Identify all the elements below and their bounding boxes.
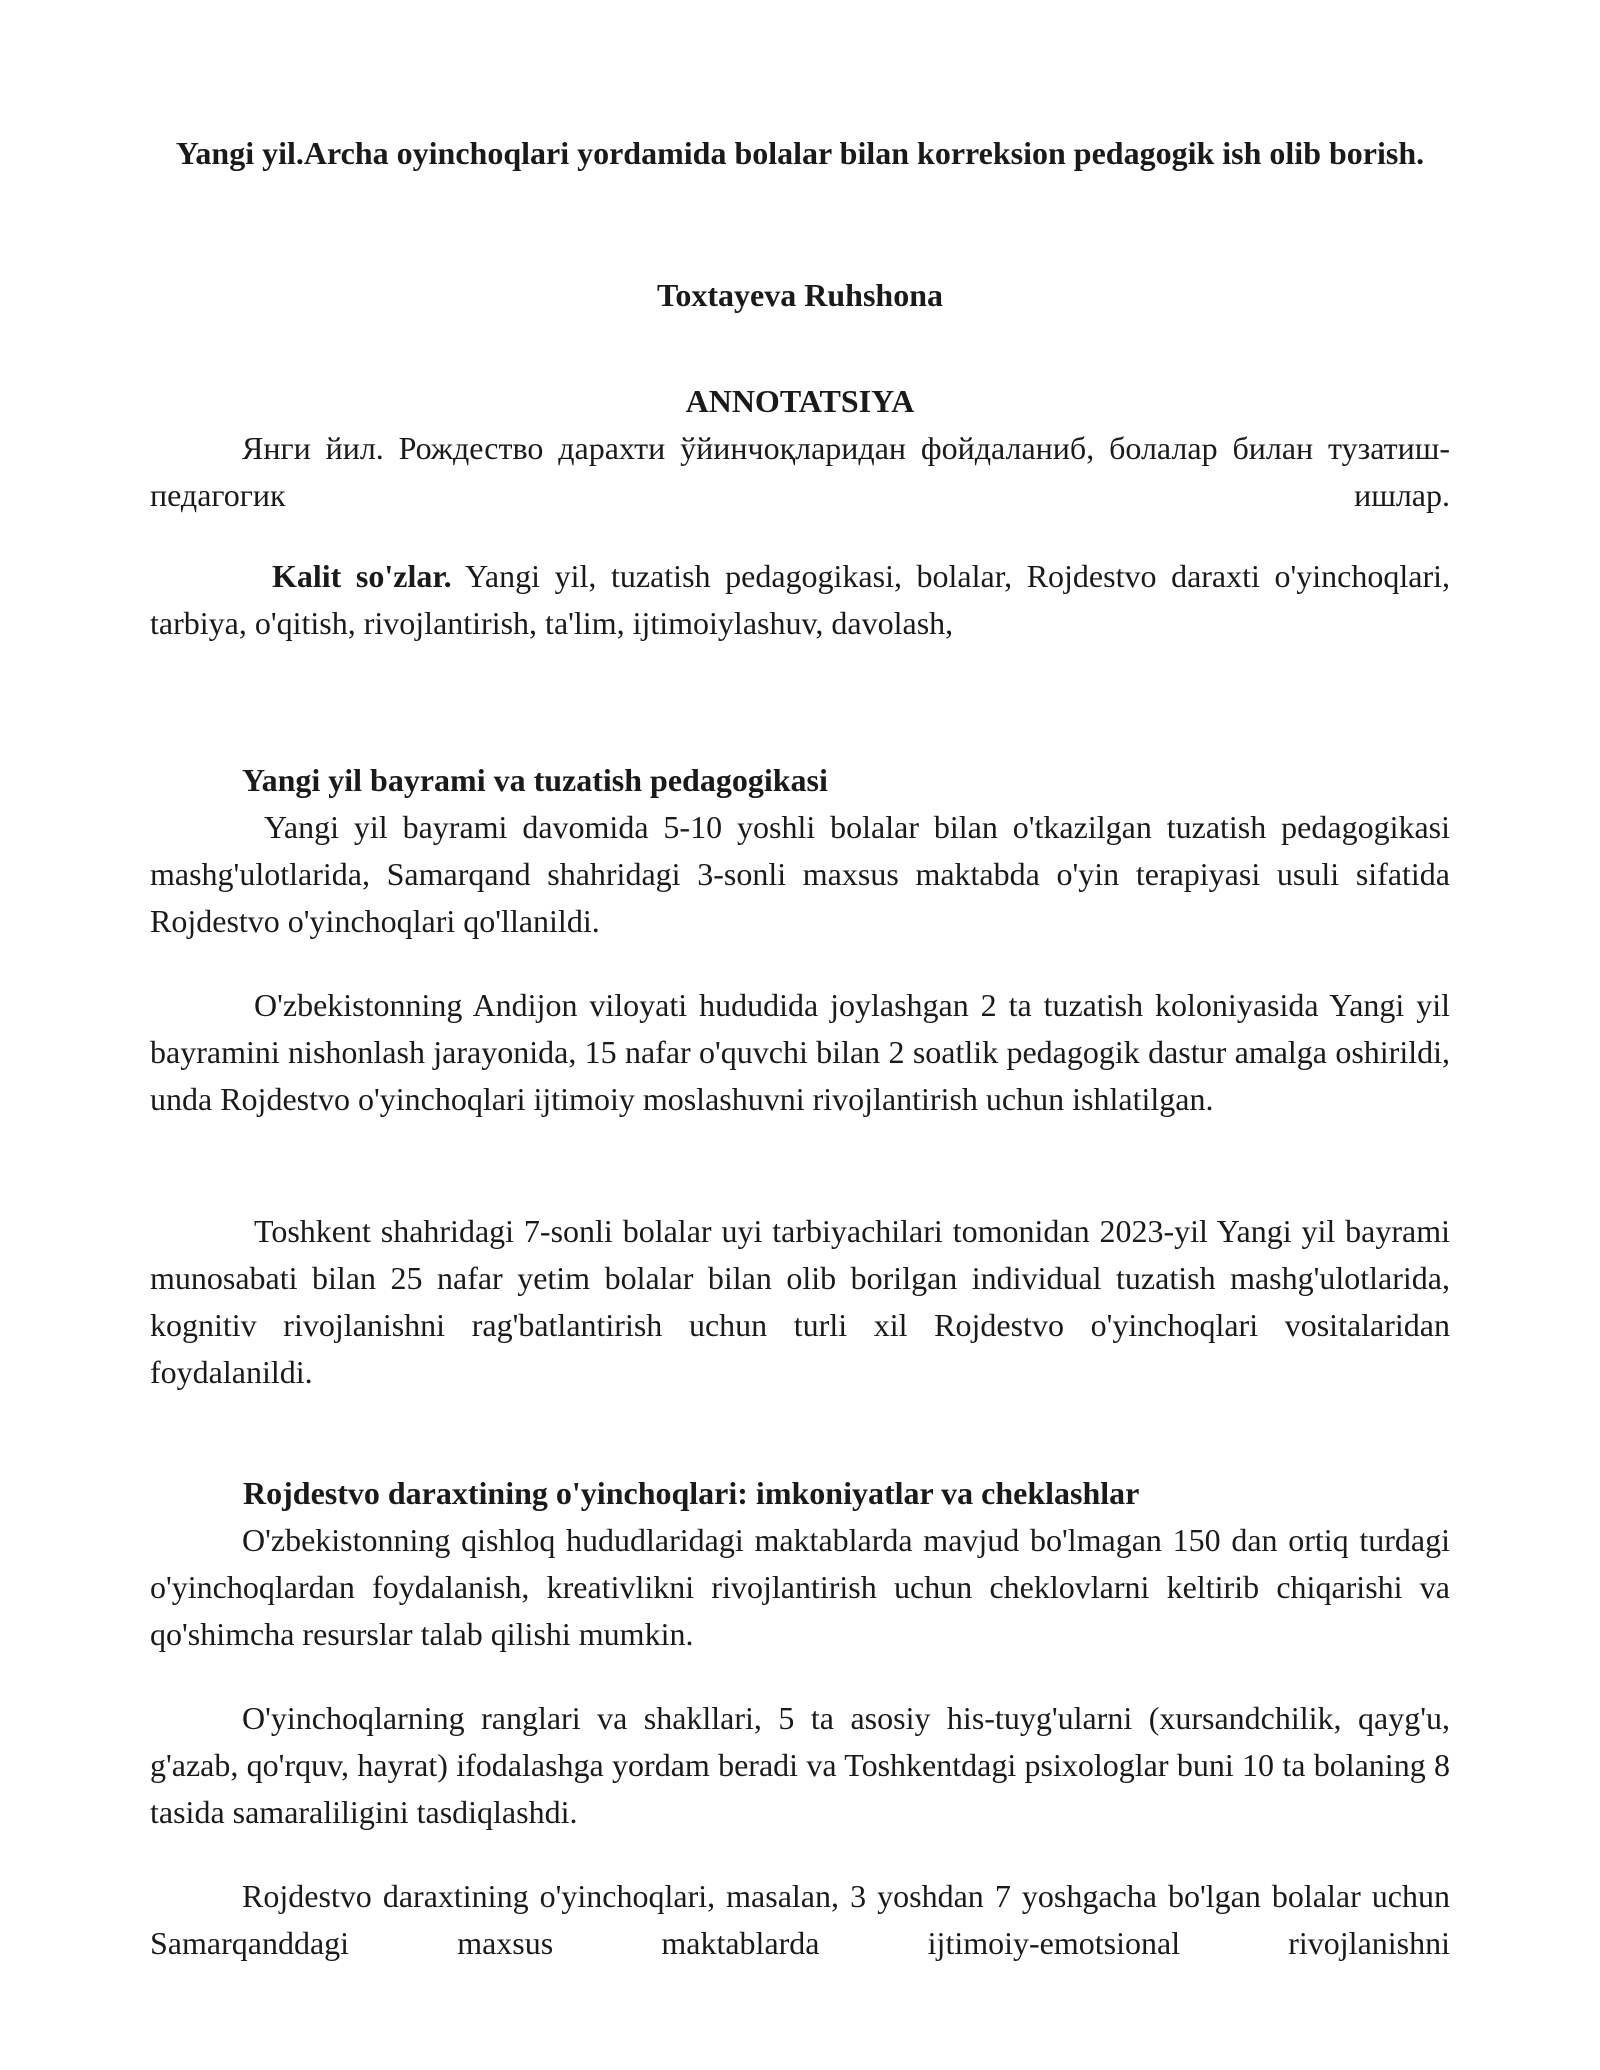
annotation-text: Янги йил. Рождество дарахти ўйинчоқларидан фойдаланиб, болалар билан тузатиш-педагогик ишлар. <box>150 430 1450 513</box>
document-title: Yangi yil.Archa oyinchoqlari yordamida bolalar bilan korreksion pedagogik ish olib borish. <box>175 135 1425 171</box>
author-name: Toxtayeva Ruhshona <box>656 277 943 313</box>
section2-paragraph-1: O'zbekistonning qishloq hududlaridagi maktablarda mavjud bo'lmagan 150 dan ortiq turdagi o'yinchoqlardan foydalanish, kreativlikni rivojlantirish uchun cheklovlarni keltirib chiqarishi va qo'shimcha resurslar talab qilishi mumkin. <box>150 1522 1450 1652</box>
section1-paragraph-2: O'zbekistonning Andijon viloyati hududida joylashgan 2 ta tuzatish koloniyasida Yangi yil bayramini nishonlash jarayonida, 15 nafar o'quvchi bilan 2 soatlik pedagogik dastur amalga oshirildi, unda Rojdestvo o'yinchoqlari ijtimoiy moslashuvni rivojlantirish uchun ishlatilgan. <box>150 987 1450 1117</box>
section2-paragraph-2: O'yinchoqlarning ranglari va shakllari, 5 ta asosiy his-tuyg'ularni (xursandchilik, qayg'u, g'azab, qo'rquv, hayrat) ifodalashga yordam beradi va Toshkentdagi psixologlar buni 10 ta bolaning 8 tasida samaraliligini tasdiqlashdi. <box>150 1700 1450 1830</box>
section2-paragraph-3: Rojdestvo daraxtining o'yinchoqlari, masalan, 3 yoshdan 7 yoshgacha bo'lgan bolalar uchun Samarqanddagi maxsus maktablarda ijtimoiy-emotsional rivojlanishni <box>150 1878 1450 1961</box>
section-heading-toys: Rojdestvo daraxtining o'yinchoqlari: imkoniyatlar va cheklashlar <box>243 1475 1140 1511</box>
keywords-paragraph <box>150 553 1450 647</box>
annotation-heading: ANNOTATSIYA <box>685 383 915 419</box>
section1-paragraph-3: Toshkent shahridagi 7-sonli bolalar uyi tarbiyachilari tomonidan 2023-yil Yangi yil bayrami munosabati bilan 25 nafar yetim bolalar bilan olib borilgan individual tuzatish mashg'ulotlarida, kognitiv rivojlanishni rag'batlantirish uchun turli xil Rojdestvo o'yinchoqlari vositalaridan foydalanildi. <box>150 1213 1450 1390</box>
section1-paragraph-1: Yangi yil bayrami davomida 5-10 yoshli bolalar bilan o'tkazilgan tuzatish pedagogikasi mashg'ulotlarida, Samarqand shahridagi 3-sonli maxsus maktabda o'yin terapiyasi usuli sifatida Rojdestvo o'yinchoqlari qo'llanildi. <box>150 809 1450 939</box>
section-heading-new-year: Yangi yil bayrami va tuzatish pedagogikasi <box>242 762 828 798</box>
keywords-label: Kalit so'zlar. <box>272 558 452 594</box>
keywords-text: Yangi yil, tuzatish pedagogikasi, bolalar, Rojdestvo daraxti o'yinchoqlari, tarbiya, o'qitish, rivojlantirish, ta'lim, ijtimoiylashuv, davolash, <box>150 558 1451 641</box>
